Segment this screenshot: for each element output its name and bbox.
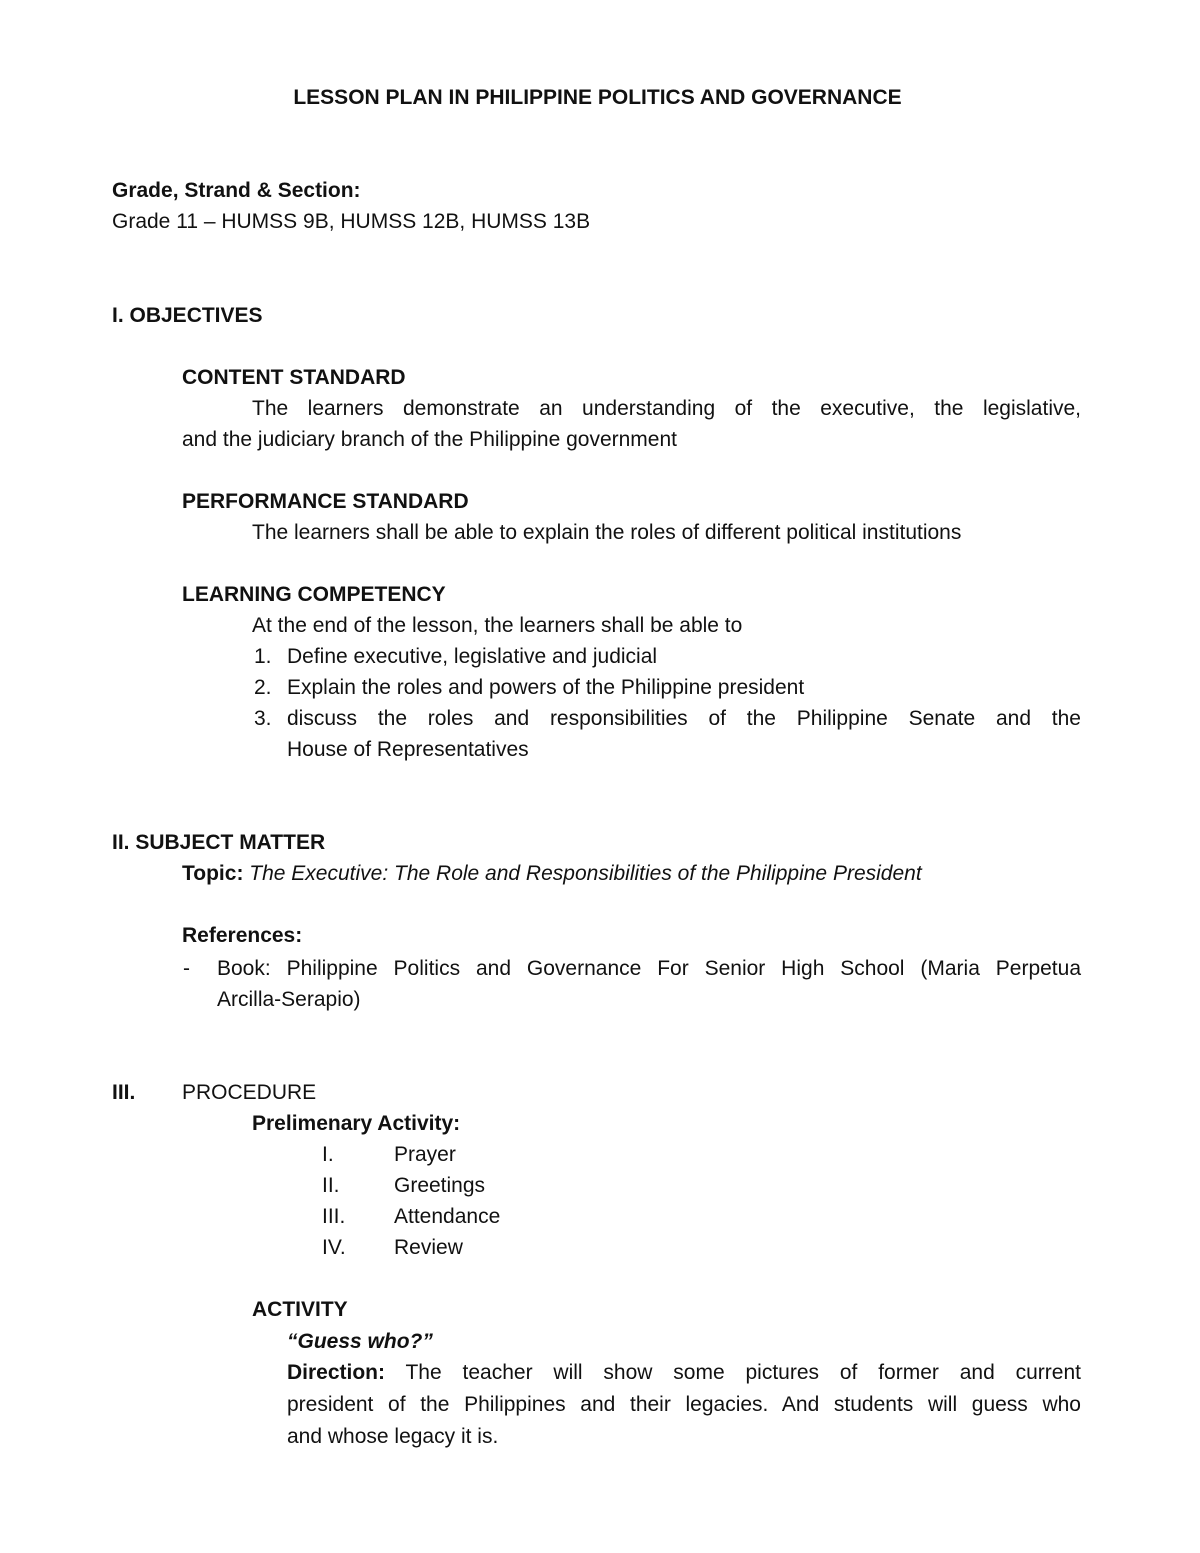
prelim-number: IV.: [322, 1236, 346, 1259]
procedure-number: III.: [112, 1081, 136, 1104]
activity-title: “Guess who?”: [287, 1330, 433, 1353]
direction-text: The teacher will show some pictures of former and current: [405, 1361, 1081, 1384]
learning-competency-heading: LEARNING COMPETENCY: [182, 583, 446, 606]
prelim-item: Prayer: [394, 1143, 456, 1166]
prelim-item: Greetings: [394, 1174, 486, 1197]
references-label: References:: [182, 924, 303, 947]
objectives-heading: I. OBJECTIVES: [112, 304, 263, 327]
competency-item: Define executive, legislative and judicial: [287, 645, 658, 668]
topic-value: The Executive: The Role and Responsibilities of the Philippine President: [249, 862, 922, 885]
prelim-number: III.: [322, 1205, 346, 1228]
content-standard-line1: The learners demonstrate an understanding of the executive, the legislative,: [252, 397, 1081, 420]
competency-item: discuss the roles and responsibilities of the Philippine Senate and the: [287, 707, 1081, 730]
prelim-item: Review: [394, 1236, 463, 1259]
prelim-item: Attendance: [394, 1205, 501, 1228]
prelim-number: II.: [322, 1174, 340, 1197]
prelim-label: Prelimenary Activity:: [252, 1112, 461, 1135]
competency-item: Explain the roles and powers of the Philippine president: [287, 676, 805, 699]
procedure-heading: PROCEDURE: [182, 1081, 317, 1104]
reference-line1: Book: Philippine Politics and Governance For Senior High School (Maria Perpetua: [217, 957, 1081, 980]
direction-label: Direction:: [287, 1361, 386, 1384]
prelim-number: I.: [322, 1143, 334, 1166]
topic-label: Topic:: [182, 862, 244, 885]
learning-competency-intro: At the end of the lesson, the learners shall be able to: [252, 614, 743, 637]
grade-value: Grade 11 – HUMSS 9B, HUMSS 12B, HUMSS 13B: [112, 210, 591, 233]
subject-matter-heading: II. SUBJECT MATTER: [112, 831, 326, 854]
reference-bullet: -: [183, 957, 190, 980]
competency-number: 1.: [254, 645, 272, 668]
competency-item-continued: House of Representatives: [287, 738, 529, 761]
performance-standard-text: The learners shall be able to explain the roles of different political institutions: [252, 521, 962, 544]
direction-line3: and whose legacy it is.: [287, 1425, 499, 1448]
competency-number: 2.: [254, 676, 272, 699]
reference-line2: Arcilla-Serapio): [217, 988, 361, 1011]
performance-standard-heading: PERFORMANCE STANDARD: [182, 490, 469, 513]
competency-number: 3.: [254, 707, 272, 730]
content-standard-line2: and the judiciary branch of the Philippine government: [182, 428, 677, 451]
grade-label: Grade, Strand & Section:: [112, 179, 361, 202]
page-title: LESSON PLAN IN PHILIPPINE POLITICS AND GOVERNANCE: [293, 86, 902, 109]
topic-line: [182, 860, 922, 888]
activity-heading: ACTIVITY: [252, 1298, 348, 1321]
direction-line2: president of the Philippines and their legacies. And students will guess who: [287, 1393, 1081, 1416]
direction-line1: [287, 1359, 1081, 1387]
content-standard-heading: CONTENT STANDARD: [182, 366, 406, 389]
